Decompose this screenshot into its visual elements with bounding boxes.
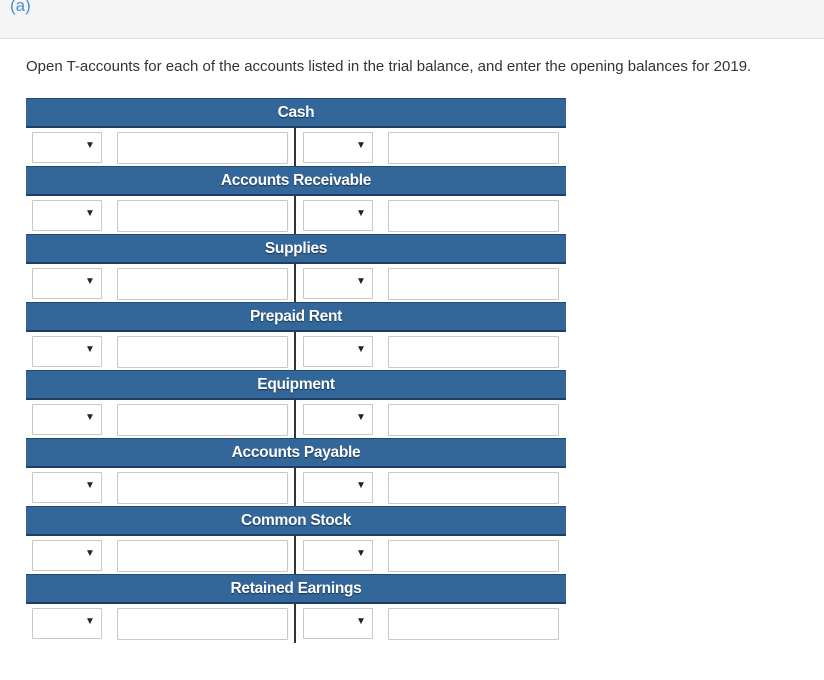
credit-entry-dropdown[interactable] (303, 336, 373, 367)
debit-amount-input[interactable] (117, 472, 288, 504)
t-account-divider (294, 604, 296, 643)
credit-entry-dropdown[interactable] (303, 268, 373, 299)
account-title: Supplies (26, 234, 566, 264)
credit-entry-dropdown[interactable] (303, 608, 373, 639)
credit-entry-dropdown[interactable] (303, 404, 373, 435)
chevron-down-icon: ▼ (356, 412, 366, 423)
debit-amount-input[interactable] (117, 608, 288, 640)
chevron-down-icon: ▼ (85, 276, 95, 287)
debit-entry-dropdown[interactable] (32, 132, 102, 163)
chevron-down-icon: ▼ (85, 140, 95, 151)
t-account-divider (294, 332, 296, 371)
credit-amount-input[interactable] (388, 404, 559, 436)
chevron-down-icon: ▼ (85, 412, 95, 423)
credit-amount-input[interactable] (388, 200, 559, 232)
chevron-down-icon: ▼ (85, 548, 95, 559)
t-account-common-stock (26, 506, 566, 574)
account-title: Common Stock (26, 506, 566, 536)
debit-amount-input[interactable] (117, 540, 288, 572)
credit-amount-input[interactable] (388, 472, 559, 504)
chevron-down-icon: ▼ (85, 616, 95, 627)
chevron-down-icon: ▼ (85, 344, 95, 355)
debit-amount-input[interactable] (117, 268, 288, 300)
t-account-divider (294, 264, 296, 303)
credit-amount-input[interactable] (388, 132, 559, 164)
chevron-down-icon: ▼ (356, 548, 366, 559)
credit-entry-dropdown[interactable] (303, 132, 373, 163)
credit-amount-input[interactable] (388, 540, 559, 572)
t-account-body (26, 400, 566, 439)
part-header-bar (0, 0, 824, 39)
chevron-down-icon: ▼ (356, 344, 366, 355)
chevron-down-icon: ▼ (356, 208, 366, 219)
t-account-body (26, 128, 566, 167)
t-account-divider (294, 468, 296, 507)
credit-amount-input[interactable] (388, 268, 559, 300)
t-account-body (26, 604, 566, 643)
credit-entry-dropdown[interactable] (303, 200, 373, 231)
credit-entry-dropdown[interactable] (303, 472, 373, 503)
t-account-divider (294, 128, 296, 167)
debit-entry-dropdown[interactable] (32, 404, 102, 435)
credit-entry-dropdown[interactable] (303, 540, 373, 571)
account-title: Accounts Payable (26, 438, 566, 468)
t-account-body (26, 196, 566, 235)
debit-amount-input[interactable] (117, 404, 288, 436)
instructions-text: Open T-accounts for each of the accounts listed in the trial balance, and enter the opening balances for 2019. (26, 58, 752, 75)
chevron-down-icon: ▼ (356, 616, 366, 627)
account-title: Equipment (26, 370, 566, 400)
t-accounts-list (26, 98, 566, 642)
t-account-body (26, 536, 566, 575)
t-account-body (26, 332, 566, 371)
t-account-divider (294, 400, 296, 439)
t-account-supplies (26, 234, 566, 302)
t-account-prepaid-rent (26, 302, 566, 370)
t-account-body (26, 264, 566, 303)
chevron-down-icon: ▼ (356, 276, 366, 287)
t-account-accounts-receivable (26, 166, 566, 234)
part-label: (a) (10, 0, 31, 15)
t-account-accounts-payable (26, 438, 566, 506)
debit-entry-dropdown[interactable] (32, 540, 102, 571)
account-title: Cash (26, 98, 566, 128)
chevron-down-icon: ▼ (356, 140, 366, 151)
debit-entry-dropdown[interactable] (32, 200, 102, 231)
chevron-down-icon: ▼ (85, 208, 95, 219)
t-account-cash (26, 98, 566, 166)
t-account-divider (294, 196, 296, 235)
chevron-down-icon: ▼ (85, 480, 95, 491)
chevron-down-icon: ▼ (356, 480, 366, 491)
credit-amount-input[interactable] (388, 336, 559, 368)
account-title: Accounts Receivable (26, 166, 566, 196)
t-account-body (26, 468, 566, 507)
account-title: Prepaid Rent (26, 302, 566, 332)
t-account-equipment (26, 370, 566, 438)
t-account-divider (294, 536, 296, 575)
debit-amount-input[interactable] (117, 132, 288, 164)
debit-entry-dropdown[interactable] (32, 268, 102, 299)
debit-entry-dropdown[interactable] (32, 472, 102, 503)
debit-entry-dropdown[interactable] (32, 336, 102, 367)
t-account-retained-earnings (26, 574, 566, 642)
account-title: Retained Earnings (26, 574, 566, 604)
debit-amount-input[interactable] (117, 336, 288, 368)
debit-entry-dropdown[interactable] (32, 608, 102, 639)
credit-amount-input[interactable] (388, 608, 559, 640)
debit-amount-input[interactable] (117, 200, 288, 232)
